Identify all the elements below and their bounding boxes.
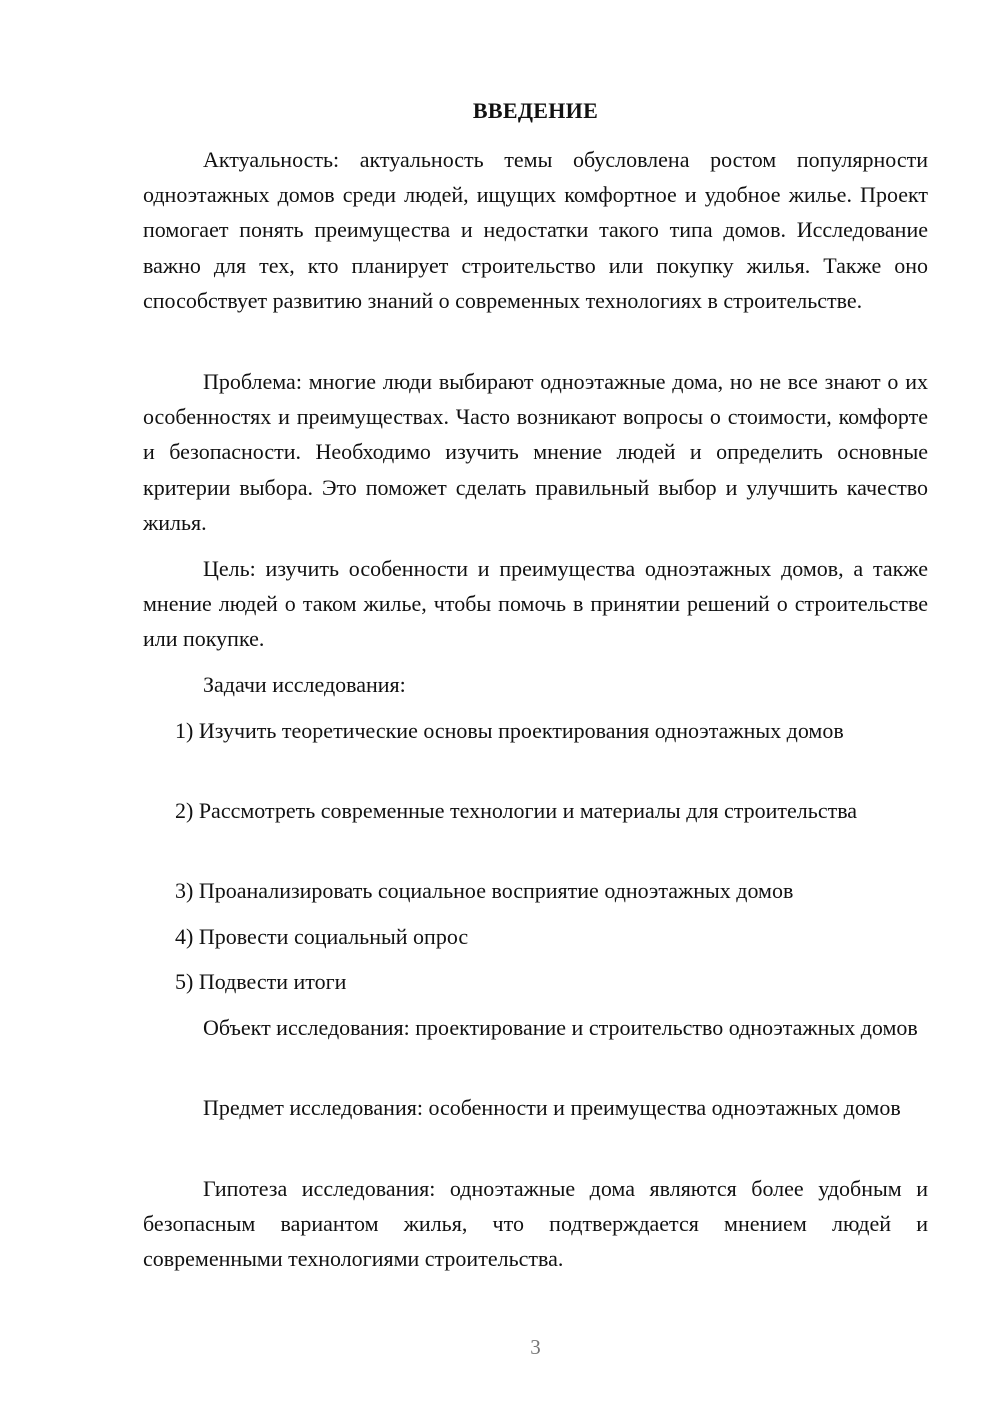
section-title: ВВЕДЕНИЕ [472, 98, 599, 123]
task-item-2: 2) Рассмотреть современные технологии и материалы для строительства [175, 798, 858, 823]
task-item-4: 4) Провести социальный опрос [175, 924, 469, 949]
subject-paragraph: Предмет исследования: особенности и преимущества одноэтажных домов [203, 1095, 901, 1120]
task-item-1: 1) Изучить теоретические основы проектирования одноэтажных домов [175, 718, 844, 743]
task-item-5: 5) Подвести итоги [175, 969, 347, 994]
relevance-paragraph: Актуальность: актуальность темы обусловлена ростом популярности одноэтажных домов среди людей, ищущих комфортное и удобное жилье. Проект помогает понять преимущества и недостатки такого типа домов. Исследование важно для тех, кто планирует строительство или покупку жилья. Также оно способствует развитию знаний о современных технологиях в строительстве. [143, 147, 928, 313]
page-number: 3 [530, 1335, 541, 1359]
goal-paragraph: Цель: изучить особенности и преимущества одноэтажных домов, а также мнение людей о таком жилье, чтобы помочь в принятии решений о строительстве или покупке. [143, 556, 928, 652]
hypothesis-paragraph: Гипотеза исследования: одноэтажные дома являются более удобным и безопасным вариантом жилья, что подтверждается мнением людей и современными технологиями строительства. [143, 1176, 928, 1272]
problem-paragraph: Проблема: многие люди выбирают одноэтажные дома, но не все знают о их особенностях и преимуществах. Часто возникают вопросы о стоимости, комфорте и безопасности. Необходимо изучить мнение людей и определить основные критерии выбора. Это поможет сделать правильный выбор и улучшить качество жилья. [143, 369, 928, 535]
object-paragraph: Объект исследования: проектирование и строительство одноэтажных домов [203, 1015, 918, 1040]
tasks-heading: Задачи исследования: [203, 672, 406, 697]
document-page [143, 0, 928, 1414]
task-item-3: 3) Проанализировать социальное восприятие одноэтажных домов [175, 878, 794, 903]
